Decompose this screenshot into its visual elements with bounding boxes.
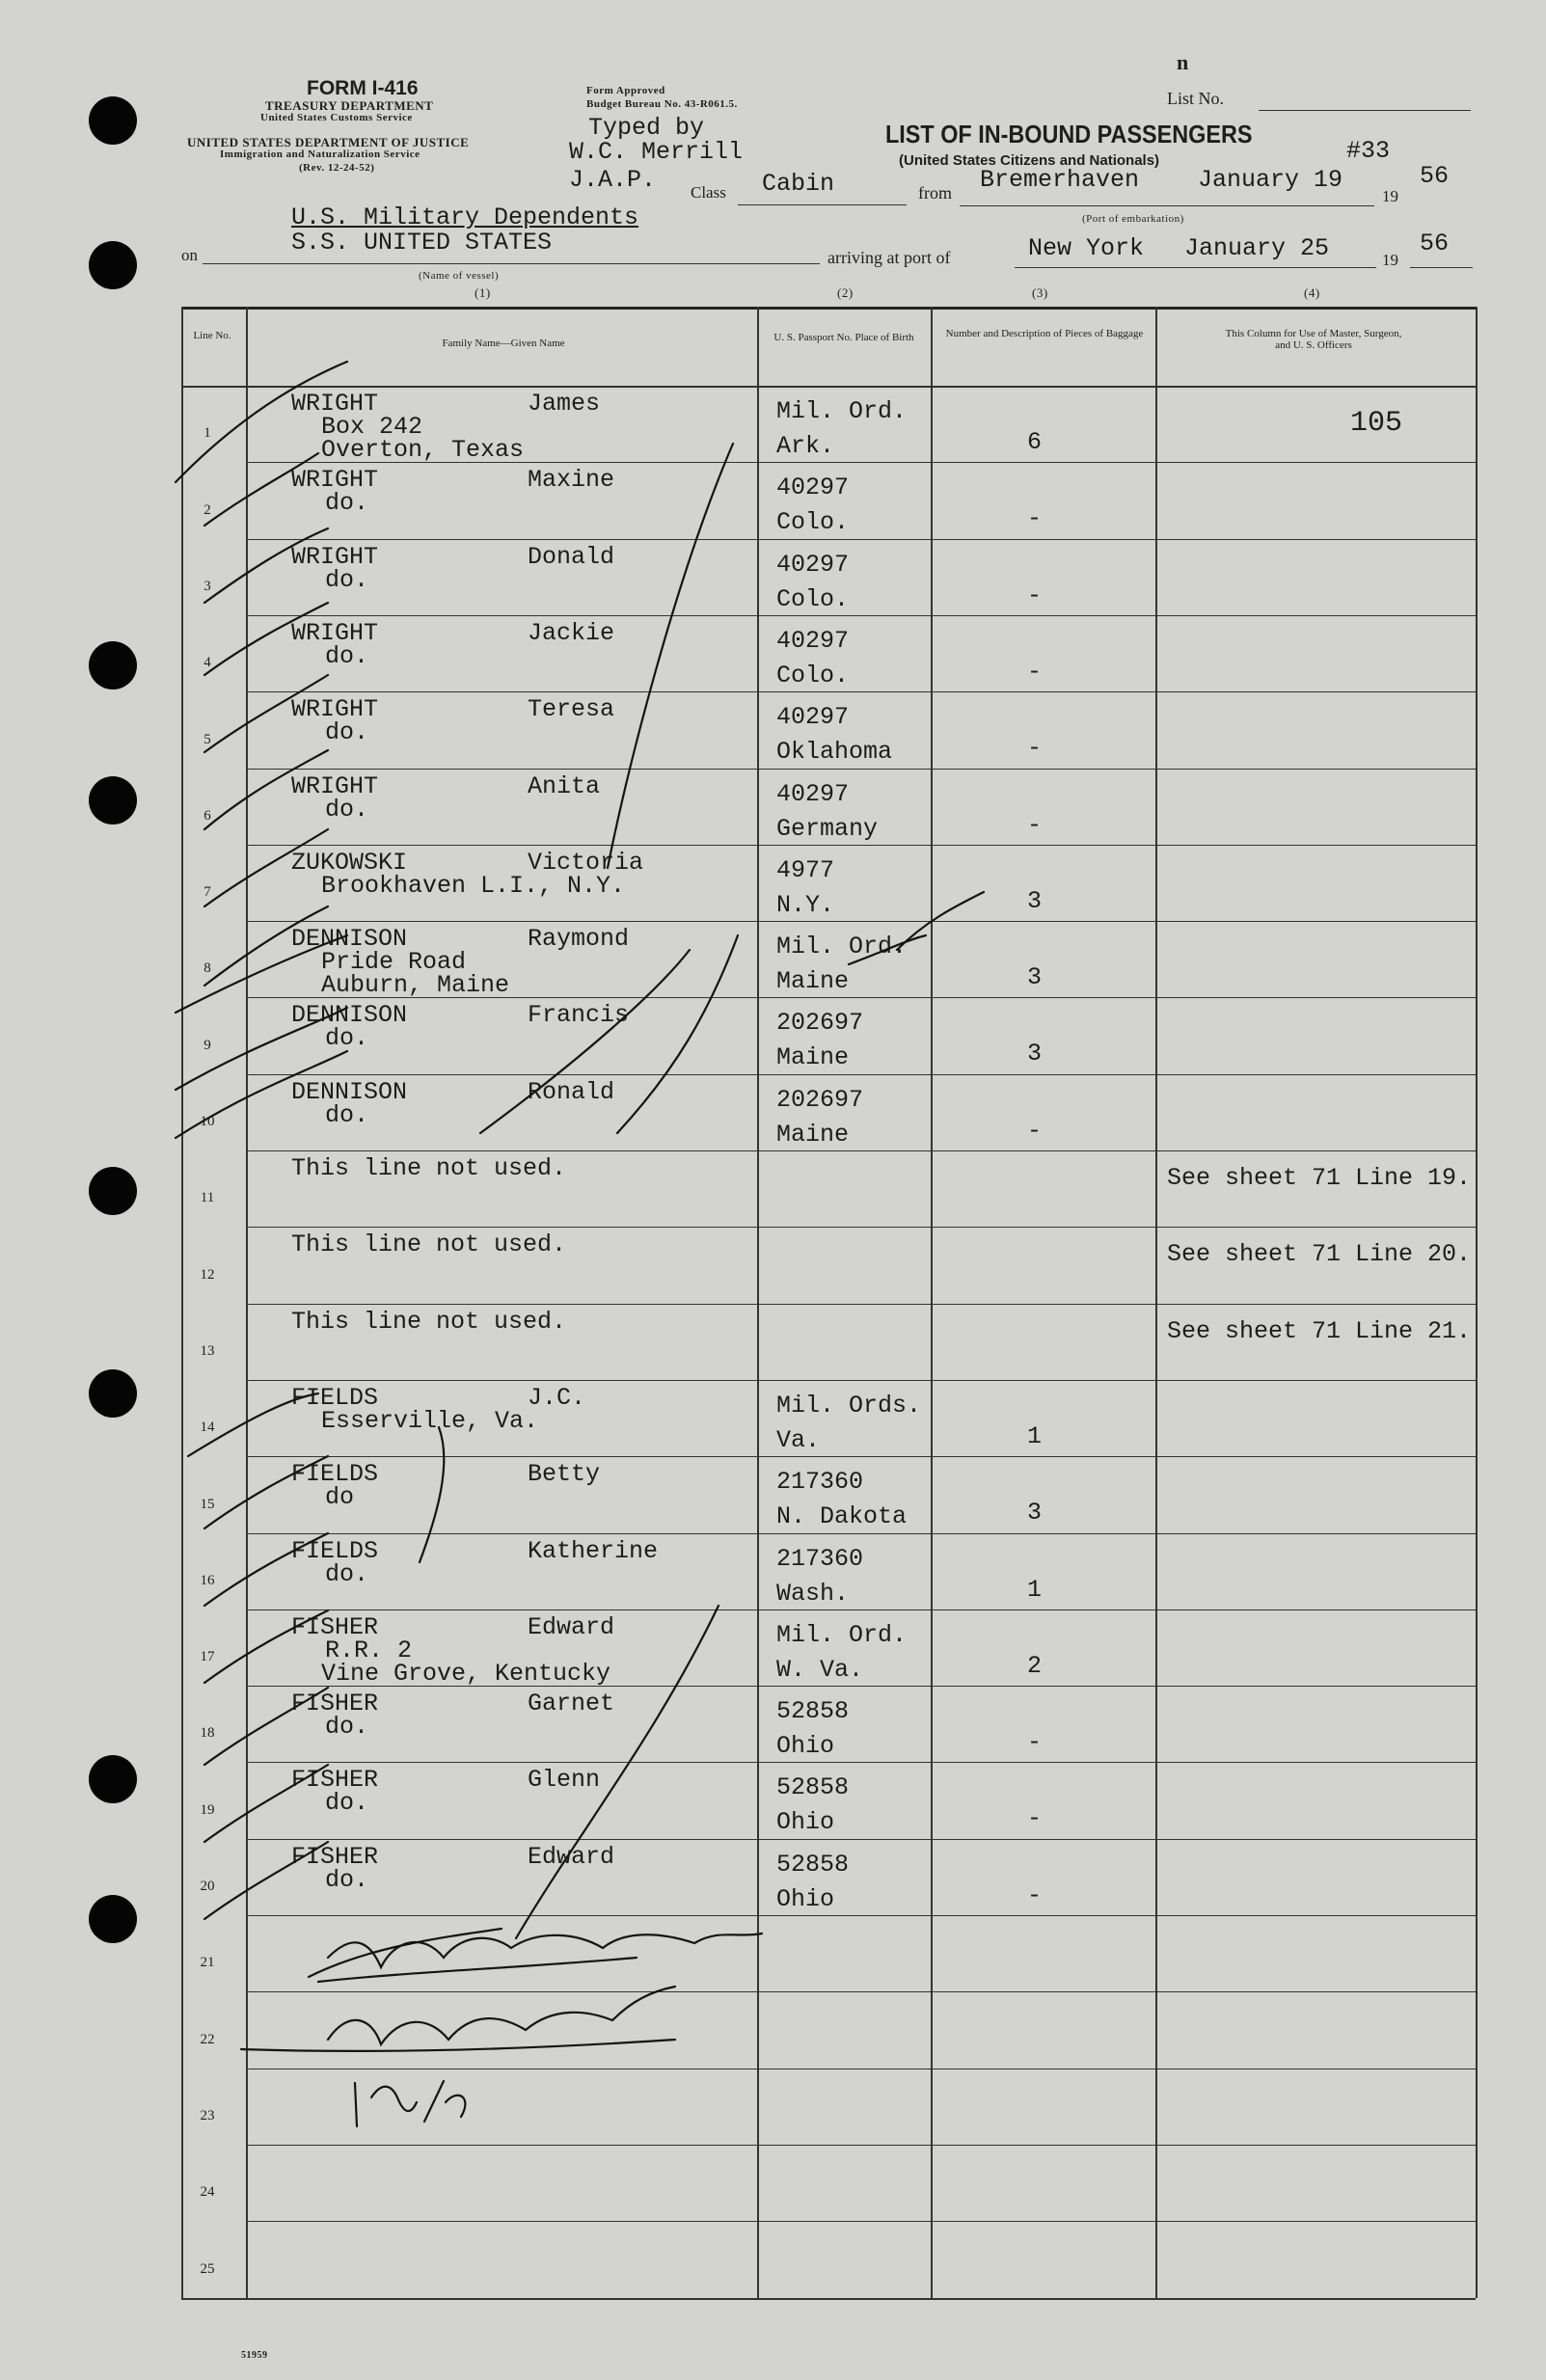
family-name: This line not used. (291, 1231, 567, 1259)
passenger-group: U.S. Military Dependents (291, 203, 639, 231)
place-of-birth: Maine (776, 967, 850, 996)
given-name: Anita (528, 771, 601, 800)
line-number: 19 (200, 1801, 215, 1818)
line-number: 4 (203, 655, 211, 671)
address-line-1: do. (325, 795, 369, 824)
list-no-label: List No. (1167, 89, 1225, 108)
line-number: 1 (203, 425, 211, 442)
emb-year: 56 (1420, 162, 1450, 190)
place-of-birth: Maine (776, 1120, 850, 1149)
place-of-birth: Germany (776, 814, 879, 843)
sheet-number: #33 (1346, 137, 1391, 165)
passport-number: 202697 (776, 1085, 864, 1114)
form-code: 51959 (241, 2350, 268, 2361)
baggage-count: - (1027, 1804, 1043, 1833)
given-name: Edward (528, 1842, 615, 1871)
line-number: 25 (200, 2260, 215, 2277)
given-name: Victoria (528, 848, 644, 877)
from-label: from (918, 183, 952, 203)
list-subtitle: (United States Citizens and Nationals) (899, 152, 1160, 169)
passport-number: 202697 (776, 1009, 864, 1038)
given-name: Garnet (528, 1690, 615, 1718)
line-number: 7 (203, 884, 211, 901)
address-line-2: Auburn, Maine (321, 971, 510, 1000)
officer-note: See sheet 71 Line 20. (1167, 1240, 1472, 1269)
arr-year: 56 (1420, 230, 1450, 257)
passport-number: Mil. Ord. (776, 397, 908, 425)
baggage-count: 3 (1027, 1040, 1043, 1068)
customs-label: United States Customs Service (260, 112, 413, 123)
given-name: Ronald (528, 1077, 615, 1106)
given-name: Francis (528, 1001, 630, 1030)
place-of-birth: Ohio (776, 1732, 835, 1761)
passport-number: 52858 (776, 1697, 850, 1726)
col-header-officers: This Column for Use of Master, Surgeon, and U. S. Officers (1225, 328, 1402, 351)
place-of-birth: N.Y. (776, 890, 835, 919)
officer-note: See sheet 71 Line 19. (1167, 1164, 1472, 1192)
address-line-1: Pride Road (321, 948, 467, 977)
address-line-1: do. (325, 718, 369, 747)
line-number: 3 (203, 578, 211, 594)
treasury-label: TREASURY DEPARTMENT (265, 98, 434, 113)
line-number: 14 (200, 1420, 215, 1436)
port-caption: (Port of embarkation) (1082, 213, 1184, 225)
address-line-1: do. (325, 1024, 369, 1053)
address-line-1: Box 242 (321, 413, 423, 441)
line-number: 10 (200, 1114, 215, 1129)
family-name: DENNISON (291, 925, 408, 954)
address-line-1: do. (325, 1100, 369, 1129)
typed-name: W.C. Merrill (569, 138, 744, 166)
address-line-1: do. (325, 1789, 369, 1818)
form-title: FORM I-416 (307, 77, 419, 99)
given-name: Glenn (528, 1766, 601, 1795)
from-value: Bremerhaven (980, 166, 1140, 194)
place-of-birth: W. Va. (776, 1655, 864, 1684)
rev-label: (Rev. 12-24-52) (299, 162, 375, 174)
place-of-birth: Ohio (776, 1808, 835, 1837)
emb-year-prefix: 19 (1382, 187, 1398, 205)
line-number: 20 (200, 1879, 215, 1894)
address-line-1: Esserville, Va. (321, 1406, 539, 1435)
baggage-count: 3 (1027, 1499, 1043, 1528)
family-name: DENNISON (291, 1001, 408, 1030)
line-number: 22 (200, 2031, 215, 2047)
place-of-birth: N. Dakota (776, 1502, 908, 1531)
place-of-birth: Oklahoma (776, 738, 893, 767)
line-number: 23 (200, 2107, 215, 2123)
address-line-1: Brookhaven L.I., N.Y. (321, 871, 626, 900)
line-number: 9 (203, 1037, 211, 1053)
top-mark: n (1177, 50, 1189, 74)
family-name: DENNISON (291, 1077, 408, 1106)
given-name: Katherine (528, 1536, 659, 1565)
address-line-1: do. (325, 565, 369, 594)
line-number: 2 (203, 501, 211, 518)
arrival-date: January 25 (1184, 234, 1330, 262)
address-line-1: do. (325, 1559, 369, 1588)
given-name: Raymond (528, 925, 630, 954)
col-num-1: (1) (475, 285, 491, 300)
col-header-baggage: Number and Description of Pieces of Baggage (945, 328, 1144, 339)
given-name: Jackie (528, 618, 615, 647)
passport-number: 40297 (776, 779, 850, 808)
family-name: WRIGHT (291, 695, 379, 724)
ins-label: Immigration and Naturalization Service (220, 149, 420, 160)
passport-number: 40297 (776, 626, 850, 655)
family-name: FISHER (291, 1842, 379, 1871)
baggage-count: - (1027, 810, 1043, 839)
baggage-count: 1 (1027, 1575, 1043, 1604)
line-number: 13 (200, 1342, 215, 1359)
family-name: WRIGHT (291, 771, 379, 800)
baggage-count: 6 (1027, 428, 1043, 456)
place-of-birth: Va. (776, 1425, 821, 1454)
passport-number: 52858 (776, 1773, 850, 1802)
passport-number: Mil. Ord. (776, 933, 908, 961)
officer-note: 105 (1350, 407, 1403, 440)
address-line-1: do. (325, 641, 369, 670)
family-name: ZUKOWSKI (291, 848, 408, 877)
family-name: FISHER (291, 1690, 379, 1718)
line-number: 21 (200, 1955, 215, 1971)
place-of-birth: Colo. (776, 508, 850, 537)
baggage-count: - (1027, 504, 1043, 533)
given-name: Betty (528, 1460, 601, 1489)
family-name: WRIGHT (291, 618, 379, 647)
family-name: FIELDS (291, 1536, 379, 1565)
baggage-count: 3 (1027, 886, 1043, 915)
passport-number: Mil. Ord. (776, 1620, 908, 1649)
line-number: 5 (203, 731, 211, 747)
baggage-count: - (1027, 657, 1043, 686)
col-header-passport: U. S. Passport No. Place of Birth (773, 332, 914, 343)
address-line-2: Overton, Texas (321, 436, 525, 464)
place-of-birth: Maine (776, 1043, 850, 1072)
justice-label: UNITED STATES DEPARTMENT OF JUSTICE (187, 135, 470, 149)
baggage-count: - (1027, 1880, 1043, 1909)
address-line-1: do. (325, 489, 369, 518)
place-of-birth: Ohio (776, 1884, 835, 1913)
vessel-caption: (Name of vessel) (419, 270, 500, 282)
passport-number: 52858 (776, 1850, 850, 1879)
place-of-birth: Colo. (776, 661, 850, 690)
given-name: James (528, 390, 601, 418)
baggage-count: 1 (1027, 1421, 1043, 1450)
family-name: WRIGHT (291, 542, 379, 571)
arr-year-prefix: 19 (1382, 251, 1398, 269)
baggage-count: - (1027, 1728, 1043, 1757)
line-number: 24 (200, 2184, 215, 2201)
baggage-count: 3 (1027, 963, 1043, 992)
line-number: 18 (200, 1725, 215, 1742)
col-header-name: Family Name—Given Name (442, 338, 565, 349)
line-number: 8 (203, 960, 211, 977)
family-name: FISHER (291, 1766, 379, 1795)
arrival-port: New York (1028, 234, 1145, 262)
family-name: This line not used. (291, 1154, 567, 1182)
address-line-1: do (325, 1483, 355, 1512)
line-number: 15 (200, 1496, 215, 1512)
line-number: 17 (200, 1649, 215, 1665)
form-approved: Form Approved (586, 85, 665, 96)
baggage-count: - (1027, 734, 1043, 763)
place-of-birth: Ark. (776, 432, 835, 460)
passport-number: 217360 (776, 1544, 864, 1573)
family-name: FIELDS (291, 1460, 379, 1489)
family-name: This line not used. (291, 1307, 567, 1336)
arriving-label: arriving at port of (827, 248, 951, 267)
col-num-2: (2) (837, 285, 854, 300)
baggage-count: 2 (1027, 1651, 1043, 1680)
line-number: 12 (200, 1266, 215, 1283)
baggage-count: - (1027, 1116, 1043, 1145)
typed-by: Typed by (588, 114, 705, 142)
place-of-birth: Wash. (776, 1579, 850, 1608)
col-num-3: (3) (1032, 285, 1048, 300)
given-name: Donald (528, 542, 615, 571)
on-label: on (181, 246, 198, 264)
list-title: LIST OF IN-BOUND PASSENGERS (885, 120, 1253, 149)
class-label: Class (691, 183, 726, 202)
address-line-1: do. (325, 1713, 369, 1742)
officer-note: See sheet 71 Line 21. (1167, 1316, 1472, 1345)
given-name: J.C. (528, 1383, 586, 1412)
budget-bureau: Budget Bureau No. 43-R061.5. (586, 98, 738, 110)
family-name: WRIGHT (291, 466, 379, 495)
vessel-name: S.S. UNITED STATES (291, 229, 553, 257)
col-num-4: (4) (1304, 285, 1320, 300)
passport-number: 40297 (776, 703, 850, 732)
passport-number: 40297 (776, 473, 850, 502)
embarkation-date: January 19 (1198, 166, 1343, 194)
given-name: Edward (528, 1612, 615, 1641)
address-line-1: R.R. 2 (325, 1636, 413, 1664)
address-line-1: do. (325, 1865, 369, 1894)
given-name: Maxine (528, 466, 615, 495)
passport-number: 4977 (776, 855, 835, 884)
address-line-2: Vine Grove, Kentucky (321, 1659, 611, 1688)
place-of-birth: Colo. (776, 584, 850, 613)
passport-number: 40297 (776, 550, 850, 579)
typed-initials: J.A.P. (569, 166, 657, 194)
passport-number: Mil. Ords. (776, 1391, 922, 1420)
class-value: Cabin (762, 170, 835, 198)
family-name: FIELDS (291, 1383, 379, 1412)
line-number: 16 (200, 1572, 215, 1588)
family-name: FISHER (291, 1612, 379, 1641)
baggage-count: - (1027, 581, 1043, 609)
given-name: Teresa (528, 695, 615, 724)
line-number: 6 (203, 807, 211, 824)
line-number: 11 (200, 1190, 215, 1206)
col-header-line: Line No. (193, 330, 231, 341)
family-name: WRIGHT (291, 390, 379, 418)
passport-number: 217360 (776, 1468, 864, 1497)
